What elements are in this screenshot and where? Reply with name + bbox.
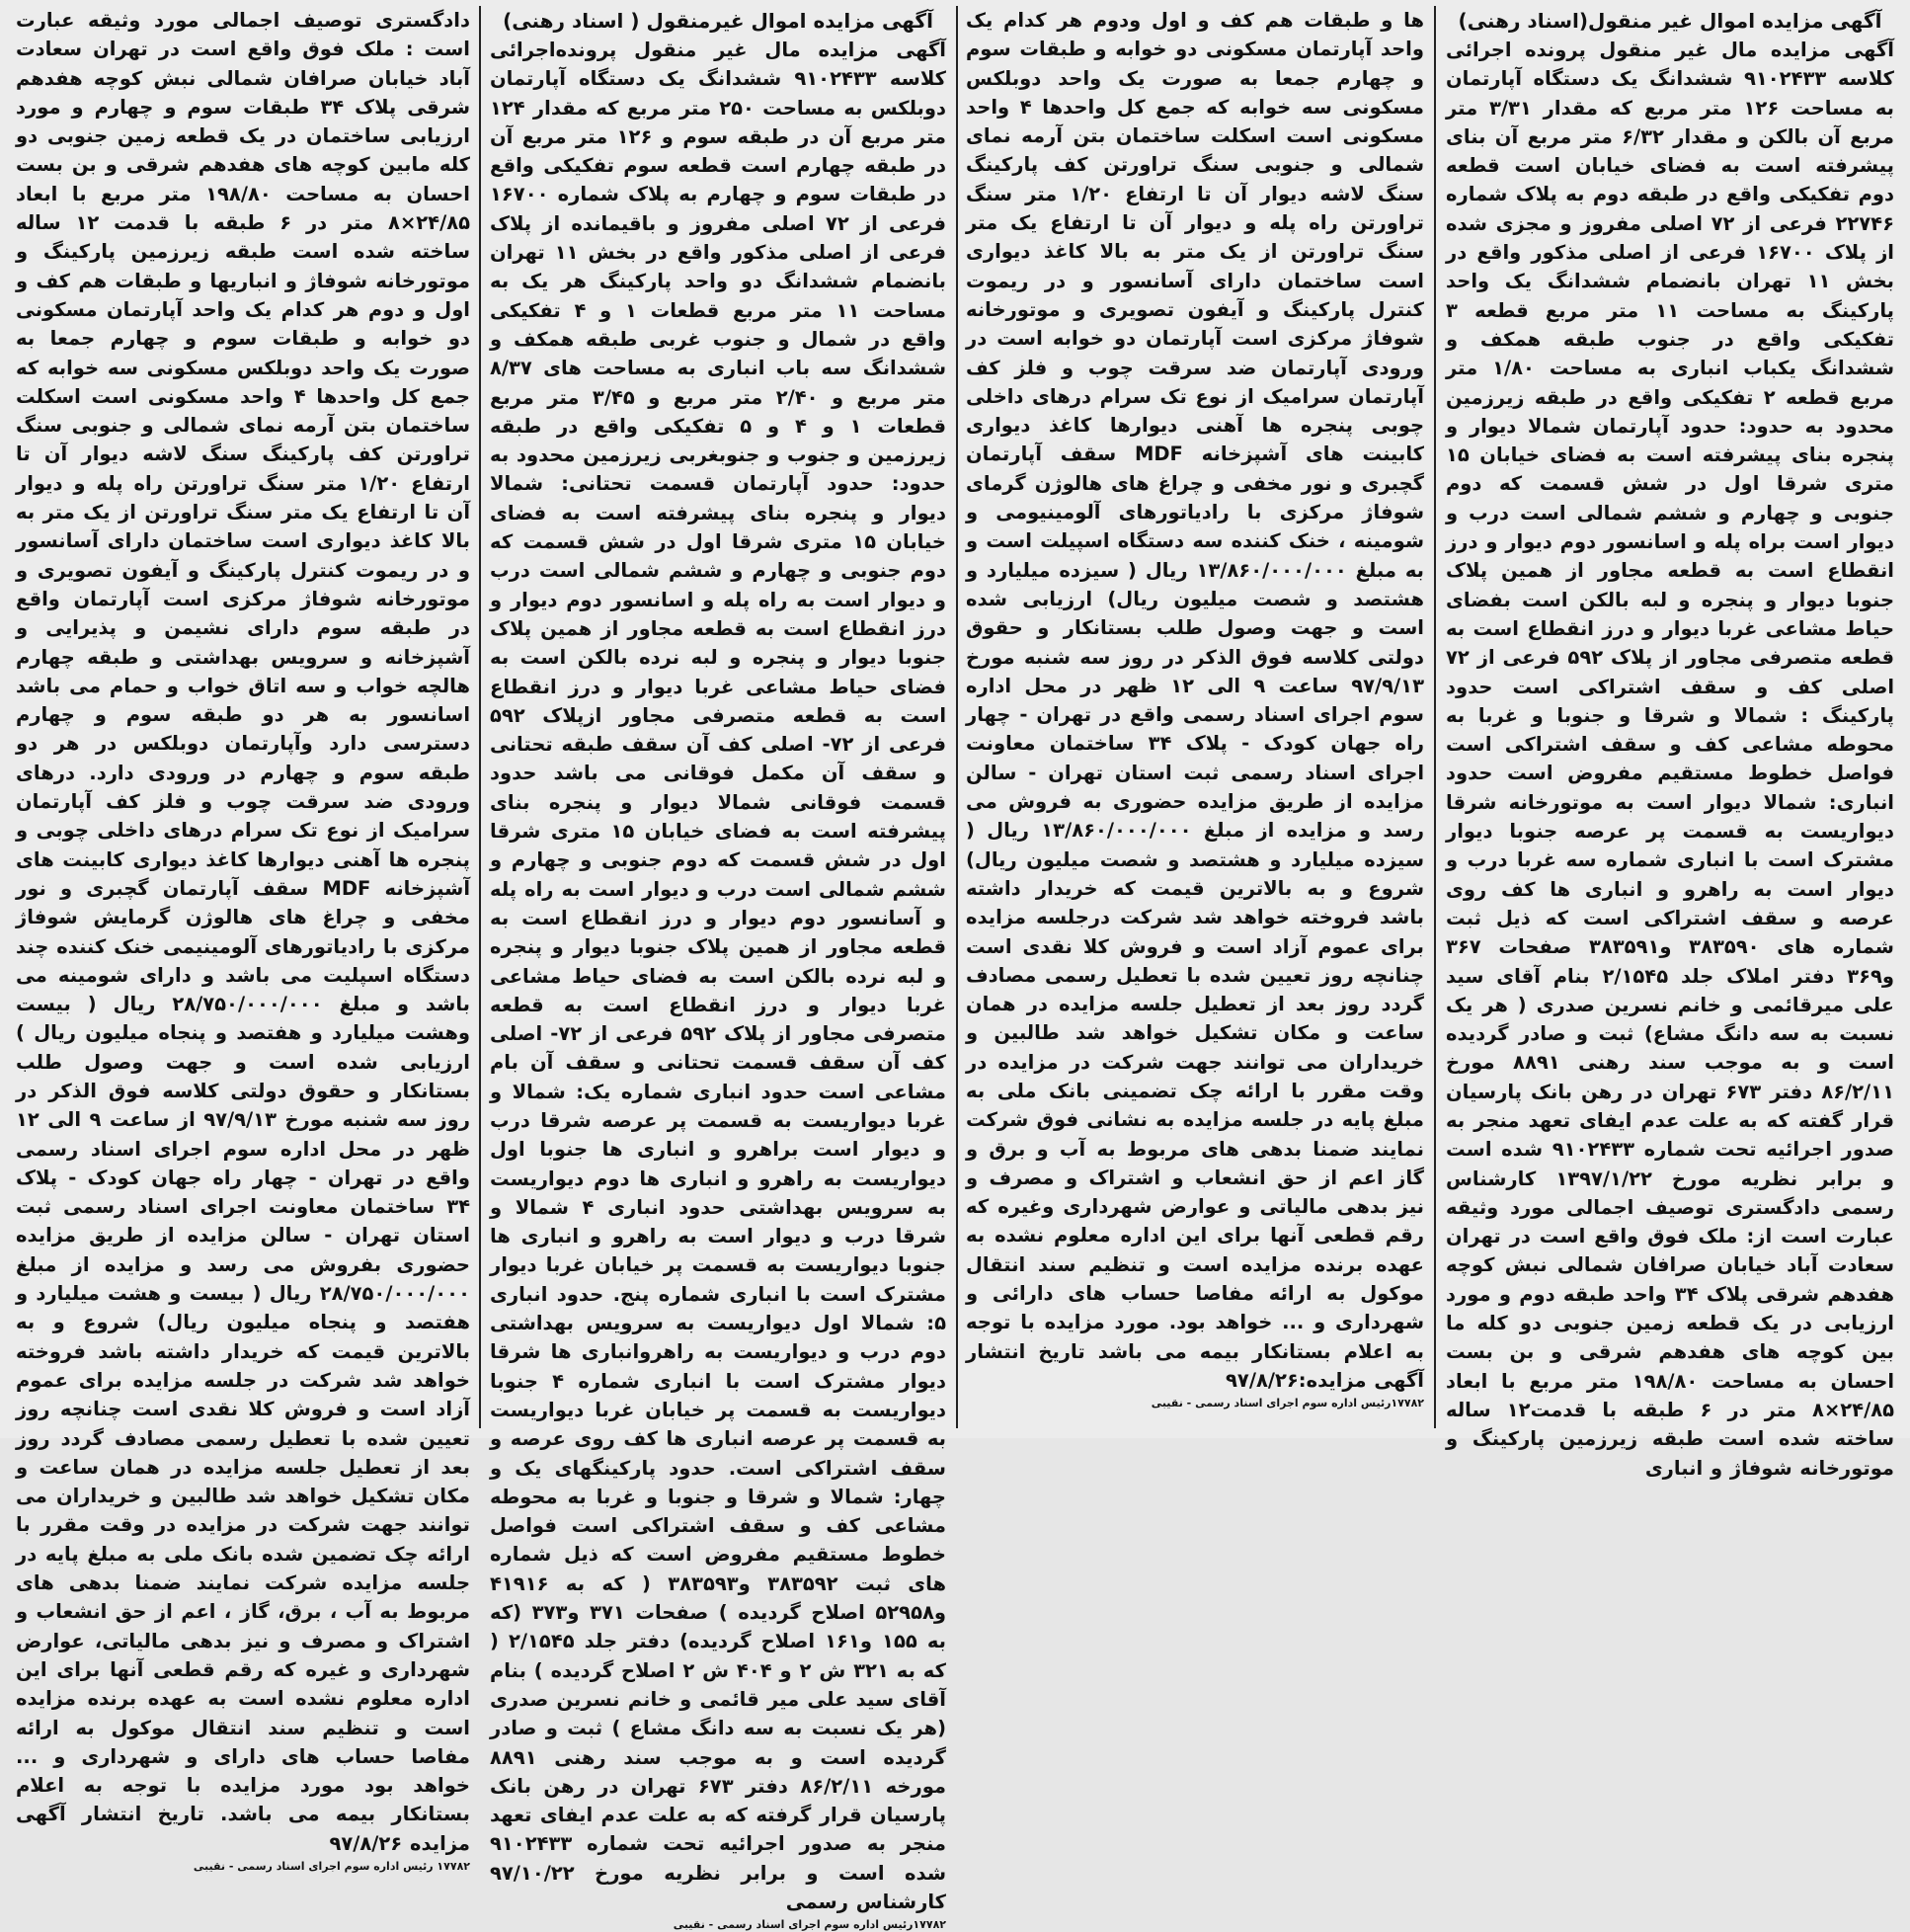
column-divider	[1434, 6, 1436, 1428]
notice-body: ها و طبقات هم کف و اول ودوم هر کدام یک واحد آپارتمان مسکونی دو خوابه و طبقات سوم و چهارم جمعا به صورت یک واحد دوبلکس مسکونی سه خوابه که جمع کل واحدها ۴ واحد مسکونی است اسکلت ساختمان بتن آرمه نمای شمالی و جنوبی سنگ تراورتن کف پارکینگ سنگ لاشه دیوار آن تا ارتفاع ۱/۲۰ متر سنگ تراورتن راه پله و دیوار آن تا ارتفاع یک متر سنگ تراورتن از یک متر به بالا کاغذ دیواری است ساختمان دارای آسانسور و در ریموت کنترل پارکینگ و آیفون تصویری و موتورخانه شوفاژ مرکزی است آپارتمان دو خوابه است در ورودی آپارتمان ضد سرقت چوب و فلز کف آپارتمان سرامیک از نوع تک سرام درهای داخلی چوبی پنجره ها آهنی دیوارها کاغذ دیواری کابینت های آشپزخانه MDF سقف آپارتمان گچبری و نور مخفی و چراغ های هالوژن گرمای شوفاژ مرکزی با رادیاتورهای آلومینیومی و شومینه ، خنک کننده سه دستگاه اسپیلت است و به مبلغ ۱۳/۸۶۰/۰۰۰/۰۰۰ ریال ( سیزده میلیارد و هشتصد و شصت میلیون ریال) ارزیابی شده است و جهت وصول طلب بستانکار و حقوق دولتی کلاسه فوق الذکر در روز سه شنبه مورخ ۹۷/۹/۱۳ ساعت ۹ الی ۱۲ ظهر در محل اداره سوم اجرای اسناد رسمی واقع در تهران - چهار راه جهان کودک - پلاک ۳۴ ساختمان معاونت اجرای اسناد رسمی ثبت استان تهران - سالن مزایده از طریق مزایده حضوری به فروش می رسد و مزایده از مبلغ ۱۳/۸۶۰/۰۰۰/۰۰۰ ریال ( سیزده میلیارد و هشتصد و شصت میلیون ریال) شروع و به بالاترین قیمت که خریدار داشته باشد فروخته خواهد شد شرکت درجلسه مزایده برای عموم آزاد است و فروش کلا نقدی است چنانچه روز تعیین شده با تعطیل رسمی مصادف گردد روز بعد از تعطیل جلسه مزایده در همان ساعت و مکان تشکیل خواهد شد طالبین و خریداران می توانند جهت شرکت در مزایده در وقت مقرر با ارائه چک تضمینی بانک ملی به مبلغ پایه در جلسه مزایده به نشانی فوق شرکت نمایند ضمنا بدهی های مربوط به آب و برق و گاز اعم از حق انشعاب و اشتراک و مصرف و نیز بدهی مالیاتی و عوارض شهرداری وغیره که رقم قطعی آنها برای این اداره معلوم نشده به عهده برنده مزایده است و تنظیم سند انتقال موکول به ارائه مفاصا حساب های دارائی و شهرداری و ... خواهد بود. مورد مزایده با توجه به اعلام بستانکار بیمه می باشد تاریخ انتشار آگهی مزایده:۹۷/۸/۲۶	[966, 9, 1424, 1392]
notice-title: آگهی مزایده اموال غیرمنقول ( اسناد رهنی)	[503, 9, 933, 33]
notice-body: آگهی مزایده مال غیر منقول پرونده‌اجرائی کلاسه ۹۱۰۲۴۳۳ ششدانگ یک دستگاه آپارتمان دوبلکس به مساحت ۲۵۰ متر مربع که مقدار ۱۲۴ متر مربع آن در طبقه سوم و ۱۲۶ متر مربع آن در طبقه چهارم است قطعه سوم تفکیکی واقع در طبقات سوم و چهارم به پلاک شماره ۱۶۷۰۰ فرعی از ۷۲ اصلی مفروز و باقیمانده از پلاک فرعی از اصلی مذکور واقع در بخش ۱۱ تهران بانضمام ششدانگ دو واحد پارکینگ هر یک به مساحت ۱۱ متر مربع قطعات ۱ و ۴ تفکیکی واقع در شمال و جنوب غربی طبقه همکف و ششدانگ سه باب انباری به مساحت های ۸/۳۷ متر مربع و ۲/۴۰ متر مربع و ۳/۴۵ متر مربع قطعات ۱ و ۴ و ۵ تفکیکی واقع در طبقه زیرزمین و جنوب و جنوبغربی زیرزمین محدود به حدود: حدود آپارتمان قسمت تحتانی: شمالا دیوار و پنجره بنای پیشرفته است به فضای خیابان ۱۵ متری شرقا اول در شش قسمت که دوم جنوبی و چهارم و ششم شمالی است درب و دیوار است به راه پله و اسانسور دوم دیوار و درز انقطاع است به قطعه مجاور از همین پلاک جنوبا دیوار و پنجره و لبه نرده بالکن است به فضای حیاط مشاعی غربا دیوار و درز انقطاع است به قطعه متصرفی مجاور ازپلاک ۵۹۲ فرعی از ۷۲- اصلی کف آن سقف طبقه تحتانی و سقف آن مکمل فوقانی می باشد حدود قسمت فوقانی شمالا دیوار و پنجره بنای پیشرفته است به فضای خیابان ۱۵ متری شرقا اول در شش قسمت که دوم جنوبی و چهارم و ششم شمالی است درب و دیوار است به راه پله و آسانسور دوم دیوار و درز انقطاع است به قطعه مجاور از همین پلاک جنوبا دیوار و پنجره و لبه نرده بالکن است به فضای حیاط مشاعی غربا دیوار و درز انقطاع است به قطعه متصرفی مجاور از پلاک ۵۹۲ فرعی از ۷۲- اصلی کف آن سقف قسمت تحتانی و سقف آن بام مشاعی است حدود انباری شماره یک: شمالا و غربا دیواریست به قسمت پر عرصه شرقا درب و دیوار است براهرو و انباری ها جنوبا اول دیواریست به راهرو و انباری ها دوم دیواریست به سرویس بهداشتی حدود انباری ۴ شمالا و شرقا درب و دیوار است به راهرو و انباری ها جنوبا دیواریست به قسمت پر خیابان غربا دیوار مشترک است با انباری شماره پنج. حدود انباری ۵: شمالا اول دیواریست به سرویس بهداشتی دوم درب و دیواریست به راهروانباری ها شرقا دیوار مشترک است با انباری شماره ۴ جنوبا دیواریست به قسمت پر خیابان غربا دیواریست به قسمت پر عرصه انباری ها کف روی عرصه و سقف اشتراکی است. حدود پارکینگهای یک و چهار: شمالا و شرقا و جنوبا و غربا به محوطه مشاعی کف و سقف اشتراکی است فواصل خطوط مستقیم مفروض است که ذیل شماره های ثبت ۳۸۳۵۹۲ و۳۸۳۵۹۳ ( که به ۴۱۹۱۶ و۵۲۹۵۸ اصلاح گردیده ) صفحات ۳۷۱ و۳۷۳ (که به ۱۵۵ و۱۶۱ اصلاح گردیده) دفتر جلد ۲/۱۵۴۵ ( که به ۳۲۱ ش ۲ و ۴۰۴ ش ۲ اصلاح گردیده ) بنام آقای سید علی میر قائمی و خانم نسرین صدری (هر یک نسبت به سه دانگ مشاع ) ثبت و صادر گردیده است و به موجب سند رهنی ۸۸۹۱ مورخه ۸۶/۲/۱۱ دفتر ۶۷۳ تهران در رهن بانک پارسیان قرار گرفته که به علت عدم ایفای تعهد منجر به صدور اجرائیه تحت شماره ۹۱۰۲۴۳۳ شده است و برابر نظریه مورخ ۹۷/۱۰/۲۲ کارشناس رسمی	[490, 39, 947, 1913]
notice-body: دادگستری توصیف اجمالی مورد وثیقه عبارت است : ملک فوق واقع است در تهران سعادت آباد خیابان صرافان شمالی نبش کوچه هفدهم شرقی پلاک ۳۴ طبقات سوم و چهارم و مورد ارزیابی ساختمان در یک قطعه زمین جنوبی دو کله مابین کوچه های هفدهم شرقی و بن بست احسان به مساحت ۱۹۸/۸۰ متر مربع با ابعاد ۲۴/۸۵×۸ متر در ۶ طبقه با قدمت ۱۲ ساله ساخته شده است طبقه زیرزمین پارکینگ و موتورخانه شوفاژ و انباریها و طبقات هم کف و اول و دوم هر کدام یک واحد آپارتمان مسکونی دو خوابه و طبقات سوم و چهارم جمعا به صورت یک واحد دوبلکس مسکونی سه خوابه که جمع کل واحدها ۴ واحد مسکونی است اسکلت ساختمان بتن آرمه نمای شمالی و جنوبی سنگ تراورتن کف پارکینگ سنگ لاشه دیوار آن تا ارتفاع ۱/۲۰ متر سنگ تراورتن راه پله و دیوار آن تا ارتفاع یک متر سنگ تراورتن از یک متر به بالا کاغذ دیواری است ساختمان دارای آسانسور و در ریموت کنترل پارکینگ و آیفون تصویری و موتورخانه شوفاژ مرکزی است آپارتمان واقع در طبقه سوم دارای نشیمن و پذیرایی و آشپزخانه و سرویس بهداشتی و طبقه چهارم هالچه خواب و سه اتاق خواب و حمام می باشد اسانسور به هر دو طبقه سوم و چهارم دسترسی دارد وآپارتمان دوبلکس در هر دو طبقه سوم و چهارم در ورودی دارد. درهای ورودی ضد سرقت چوب و فلز کف آپارتمان سرامیک از نوع تک سرام درهای داخلی چوبی و پنجره ها آهنی دیوارها کاغذ دیواری کابینت های آشپزخانه MDF سقف آپارتمان گچبری و نور مخفی و چراغ های هالوژن گرمایش شوفاژ مرکزی با رادیاتورهای آلومینیمی خنک کننده چند دستگاه اسپلیت می باشد و دارای شومینه می باشد و مبلغ ۲۸/۷۵۰/۰۰۰/۰۰۰ ریال ( بیست وهشت میلیارد و هفتصد و پنجاه میلیون ریال ) ارزیابی شده است و جهت وصول طلب بستانکار و حقوق دولتی کلاسه فوق الذکر در روز سه شنبه مورخ ۹۷/۹/۱۳ از ساعت ۹ الی ۱۲ ظهر در محل اداره سوم اجرای اسناد رسمی واقع در تهران - چهار راه جهان کودک - پلاک ۳۴ ساختمان معاونت اجرای اسناد رسمی ثبت استان تهران - سالن مزایده از طریق مزایده حضوری بفروش می رسد و مزایده از مبلغ ۲۸/۷۵۰/۰۰۰/۰۰۰ ریال ( بیست و هشت میلیارد و هفتصد و پنجاه میلیون ریال) شروع و به بالاترین قیمت که خریدار داشته باشد فروخته خواهد شد شرکت در جلسه مزایده برای عموم آزاد است و فروش کلا نقدی است چنانچه روز تعیین شده با تعطیل رسمی مصادف گردد روز بعد از تعطیل جلسه مزایده در همان ساعت و مکان تشکیل خواهد شد طالبین و خریداران می توانند جهت شرکت در مزایده در وقت مقرر با ارائه چک تضمین شده بانک ملی به مبلغ پایه در جلسه مزایده شرکت نمایند ضمنا بدهی های مربوط به آب ، برق، گاز ، اعم از حق انشعاب و اشتراک و مصرف و نیز بدهی مالیاتی، عوارض شهرداری و غیره که رقم قطعی آنها برای این اداره معلوم نشده است به عهده برنده مزایده است و تنظیم سند انتقال موکول به ارائه مفاصا حساب های دارای و شهرداری و ... خواهد بود مورد مزایده با توجه به اعلام بستانکار بیمه می باشد. تاریخ انتشار آگهی مزایده ۹۷/۸/۲۶	[16, 9, 471, 1855]
notice-signature: ۱۷۷۸۲رئیس اداره سوم اجرای اسناد رسمی - نقیبی	[673, 1918, 946, 1932]
notice-column-1	[1440, 6, 1900, 1480]
notice-signature: ۱۷۷۸۲ رئیس اداره سوم اجرای اسناد رسمی - نقیبی	[193, 1860, 470, 1873]
column-divider	[956, 6, 958, 1428]
notice-column-3	[484, 6, 952, 1932]
notice-title: آگهی مزایده اموال غیر منقول(اسناد رهنی)	[1458, 9, 1882, 33]
notice-column-2	[960, 6, 1430, 1428]
notice-signature: ۱۷۷۸۲رئیس اداره سوم اجرای اسناد رسمی - نقیبی	[1151, 1397, 1424, 1410]
notice-column-4	[10, 6, 476, 1873]
notice-body: آگهی مزایده مال غیر منقول پرونده اجرائی کلاسه ۹۱۰۲۴۳۳ ششدانگ یک دستگاه آپارتمان به مساحت ۱۲۶ متر مربع که مقدار ۳/۳۱ متر مربع آن بالکن و مقدار ۶/۳۲ متر مربع آن بنای پیشرفته است به فضای خیابان است قطعه دوم تفکیکی واقع در طبقه دوم به پلاک شماره ۲۲۷۴۶ فرعی از ۷۲ اصلی مفروز و مجزی شده از پلاک ۱۶۷۰۰ فرعی از اصلی مذکور واقع در بخش ۱۱ تهران بانضمام ششدانگ یک واحد پارکینگ به مساحت ۱۱ متر مربع قطعه ۳ تفکیکی واقع در جنوب طبقه همکف و ششدانگ یکباب انباری به مساحت ۱/۸۰ متر مربع قطعه ۲ تفکیکی واقع در طبقه زیرزمین محدود به حدود: حدود آپارتمان شمالا دیوار و پنجره بنای پیشرفته است به فضای خیابان ۱۵ متری شرقا اول در شش قسمت که دوم جنوبی و چهارم و ششم شمالی است درب و دیوار است براه پله و اسانسور دوم دیوار و درز انقطاع است به قطعه مجاور از همین پلاک جنوبا دیوار و پنجره و لبه بالکن است بفضای حیاط مشاعی غربا دیوار و درز انقطاع است به قطعه متصرفی مجاور از پلاک ۵۹۲ فرعی از ۷۲ اصلی کف و سقف اشتراکی است حدود پارکینگ : شمالا و شرقا و جنوبا و غربا به محوطه مشاعی کف و سقف اشتراکی است فواصل خطوط مستقیم مفروض است حدود انباری: شمالا دیوار است به موتورخانه شرقا دیواریست به قسمت پر عرصه جنوبا دیوار مشترک است با انباری شماره سه غربا درب و دیوار است به راهرو و انباری ها کف روی عرصه و سقف اشتراکی است که ذیل ثبت شماره های ۳۸۳۵۹۰ و۳۸۳۵۹۱ صفحات ۳۶۷ و۳۶۹ دفتر املاک جلد ۲/۱۵۴۵ بنام آقای سید علی میرقائمی و خانم نسرین صدری ( هر یک نسبت به سه دانگ مشاع) ثبت و صادر گردیده است و به موجب سند رهنی ۸۸۹۱ مورخ ۸۶/۲/۱۱ دفتر ۶۷۳ تهران در رهن بانک پارسیان قرار گفته که به علت عدم ایفای تعهد منجر به صدور اجرائیه تحت شماره ۹۱۰۲۴۳۳ شده است و برابر نظریه مورخ ۱۳۹۷/۱/۲۲ کارشناس رسمی دادگستری توصیف اجمالی مورد وثیقه عبارت است از: ملک فوق واقع است در تهران سعادت آباد خیابان صرافان شمالی نبش کوچه هفدهم شرقی پلاک ۳۴ واحد طبقه دوم و مورد ارزیابی در یک قطعه زمین جنوبی دو کله ما بین کوچه های هفدهم شرقی و بن بست احسان به مساحت ۱۹۸/۸۰ متر مربع با ابعاد ۲۴/۸۵×۸ متر در ۶ طبقه با قدمت۱۲ ساله ساخته شده است طبقه زیرزمین پارکینگ و موتورخانه شوفاژ و انباری	[1446, 39, 1895, 1480]
column-divider	[479, 6, 481, 1428]
